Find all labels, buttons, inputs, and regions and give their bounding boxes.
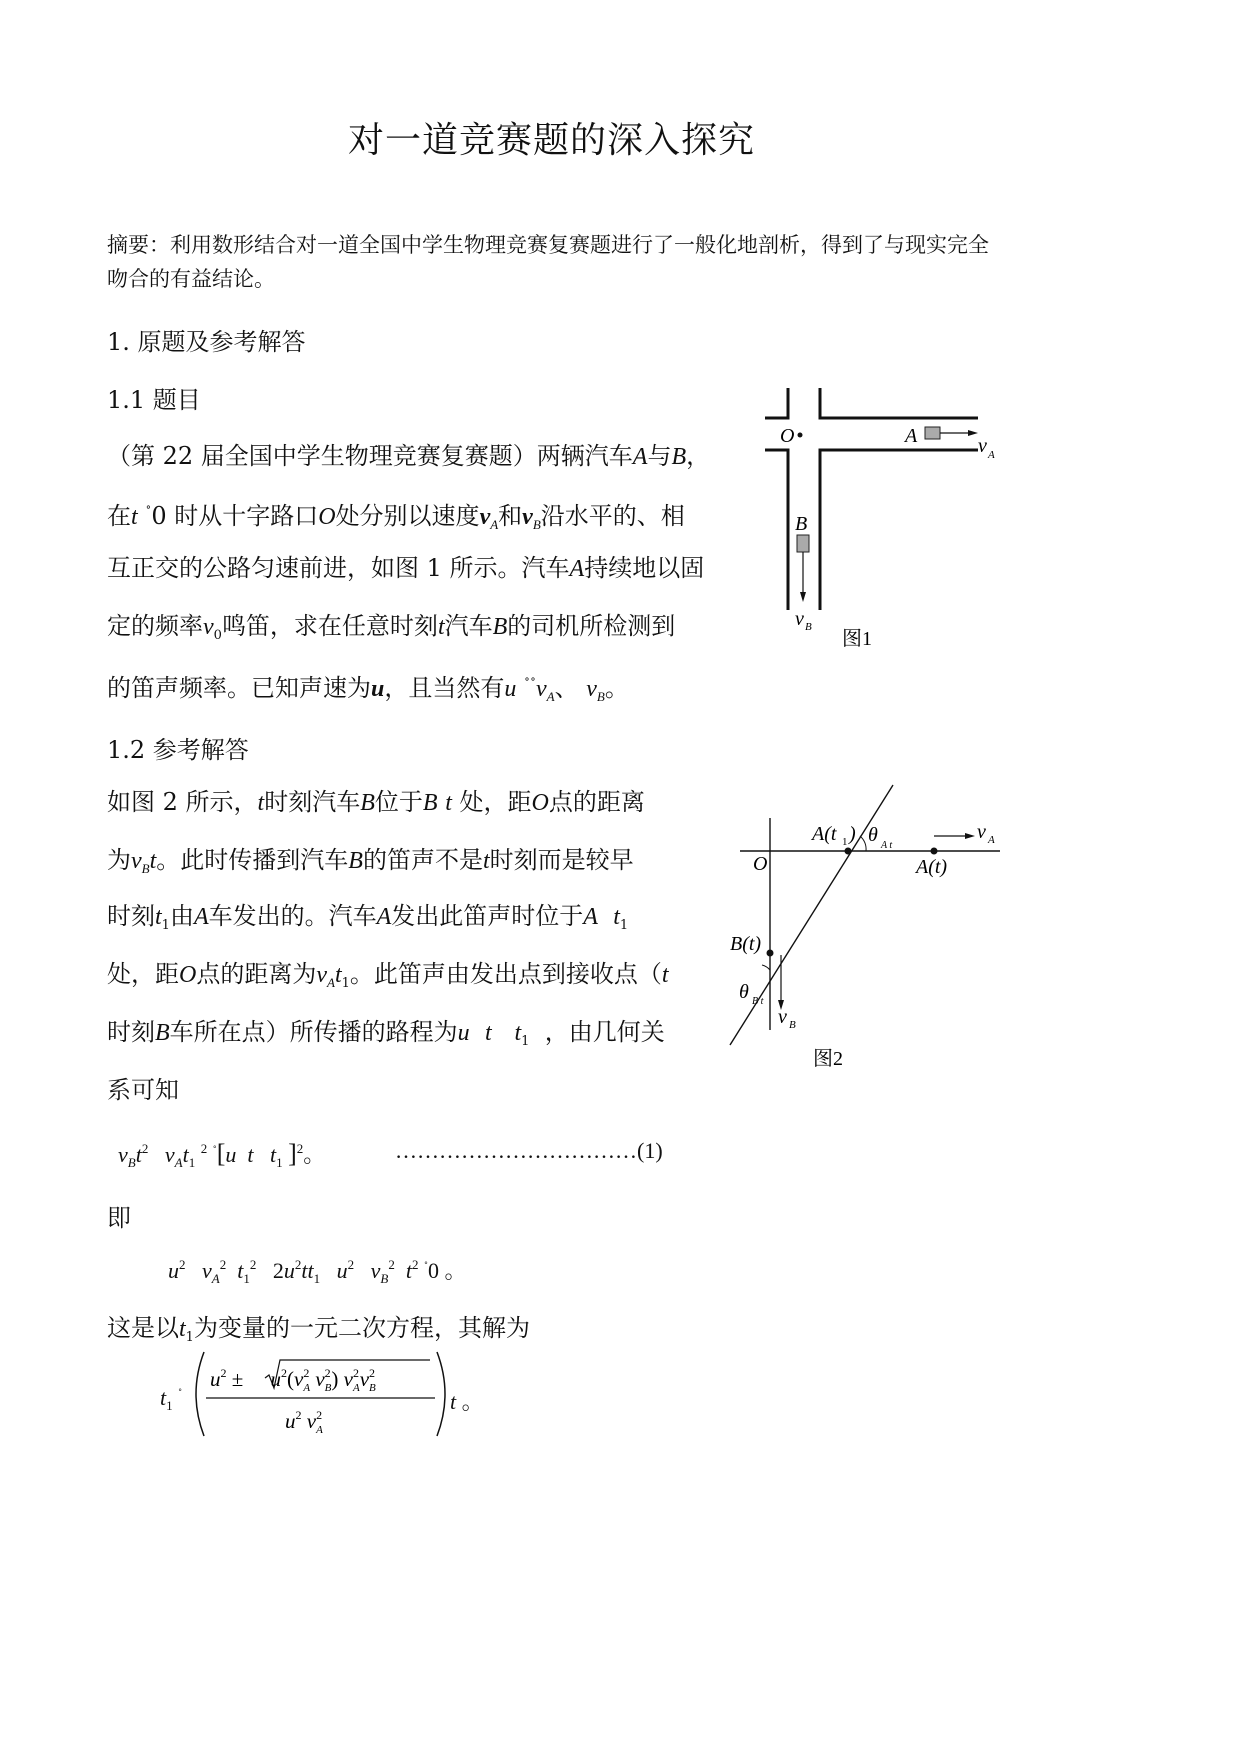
fig2-label-vB: v bbox=[778, 1006, 787, 1028]
label-vB: v bbox=[795, 608, 804, 630]
fig2-label-vA: v bbox=[977, 821, 986, 843]
numerator: $u^2 \pm u^2(v^2$ A $v^2$ B) $v^2$ Av$^2$ B bbox=[210, 1366, 376, 1394]
fig2-label-thetaB: θ bbox=[739, 981, 749, 1003]
road-edge-left bbox=[765, 450, 788, 610]
figure-1-caption: 图1 bbox=[842, 628, 872, 650]
figure-2-caption: 图2 bbox=[813, 1048, 843, 1070]
solution-line-6: 系可知 bbox=[107, 1076, 179, 1104]
section-heading-1: 1. 原题及参考解答 bbox=[107, 328, 306, 356]
point-Bt bbox=[767, 950, 774, 957]
road-edge-topleft bbox=[765, 388, 788, 418]
equation-3-fraction bbox=[190, 1348, 480, 1440]
label-vA: v bbox=[978, 435, 987, 457]
point-At bbox=[931, 848, 938, 855]
equation-3-lhs: $t_1$ ˚ bbox=[160, 1385, 183, 1413]
fig2-label-At1: A(t bbox=[812, 823, 837, 845]
denominator: $u^2$ $v^2$ A bbox=[285, 1408, 323, 1436]
fig2-label-vB-sub: B bbox=[789, 1019, 796, 1031]
fig2-label-Bt: B(t) bbox=[730, 933, 762, 955]
road-edge-topright bbox=[820, 388, 978, 418]
abstract: 摘要：利用数形结合对一道全国中学生物理竞赛复赛题进行了一般化地剖析，得到了与现实完全吻合的有益结论。 bbox=[107, 233, 989, 291]
car-b bbox=[797, 535, 809, 552]
solution-line-2: 为$v_Bt$。此时传播到汽车B的笛声不是t时刻而是较早 bbox=[107, 846, 634, 876]
ji-line: 即 bbox=[107, 1204, 131, 1232]
fig2-label-vA-sub: A bbox=[988, 834, 995, 846]
equation-1-tag: ……………………………(1) bbox=[395, 1138, 663, 1163]
angle-B-arc bbox=[762, 965, 770, 970]
figure-2 bbox=[730, 790, 1015, 1080]
label-B: B bbox=[795, 513, 808, 535]
solution-line-7: 这是以$t_1$为变量的一元二次方程，其解为 bbox=[107, 1314, 530, 1345]
label-vA-sub: A bbox=[988, 449, 995, 461]
road-edge-right bbox=[820, 450, 978, 610]
equation-2: $u^2$ $v_A^2$ $t_1^2$ $2u^2tt_1$ $u^2$ $v_B^2$ $t^2$ ˚0 。 bbox=[168, 1257, 467, 1286]
fig2-label-thetaB-sub: B t bbox=[752, 996, 764, 1007]
solution-line-4: 处，距O点的距离为$v_At_1$。此笛声由发出点到接收点（t bbox=[107, 960, 669, 991]
origin-dot bbox=[798, 433, 803, 438]
solution-line-3: 时刻$t_1$由A车发出的。汽车A发出此笛声时位于A $t_1$ bbox=[107, 902, 629, 933]
fig2-label-thetaA: θ bbox=[868, 824, 878, 846]
label-vB-sub: B bbox=[805, 621, 812, 633]
problem-line-3: 互正交的公路匀速前进，如图 1 所示。汽车A持续地以固 bbox=[107, 554, 705, 582]
equation-1: $v_Bt^2$ $v_At_1$ $^2$ ˚[u t $t_1$ ]$^2$。 bbox=[118, 1139, 326, 1170]
point-At1 bbox=[845, 848, 852, 855]
problem-line-4: 定的频率$v_0$鸣笛，求在任意时刻t汽车B的司机所检测到 bbox=[107, 612, 676, 643]
figure-1 bbox=[760, 380, 1020, 660]
car-a bbox=[925, 427, 940, 439]
fig2-label-O: O bbox=[753, 853, 768, 875]
solution-line-5: 时刻B车所在点）所传播的路程为u t $t_1$ ，由几何关 bbox=[107, 1018, 665, 1049]
solution-line-1: 如图 2 所示，t时刻汽车B位于B t 处，距O点的距离 bbox=[107, 788, 645, 816]
fig2-label-At1-close: ) bbox=[849, 823, 856, 845]
angle-A-arc bbox=[860, 836, 866, 851]
left-paren bbox=[196, 1352, 204, 1436]
problem-line-2: 在t ˚0 时从十字路口O处分别以速度$v_A$和$v_B$沿水平的、相 bbox=[107, 502, 685, 532]
fig2-label-thetaA-sub: A t bbox=[881, 840, 893, 851]
equation-3-rhs: t 。 bbox=[450, 1389, 484, 1414]
right-paren bbox=[437, 1352, 445, 1436]
label-A: A bbox=[905, 425, 918, 447]
fig2-label-At: A(t) bbox=[916, 856, 948, 878]
label-O: O bbox=[780, 425, 795, 447]
section-heading-1-2: 1.2 参考解答 bbox=[107, 736, 249, 764]
section-heading-1-1: 1.1 题目 bbox=[107, 386, 201, 414]
fig2-label-At1-sub: 1 bbox=[842, 836, 848, 848]
problem-line-5: 的笛声频率。已知声速为u，且当然有u $^{˚˚}v_A$、 $v_B$。 bbox=[107, 674, 629, 704]
problem-line-1: （第 22 届全国中学生物理竞赛复赛题）两辆汽车A与B， bbox=[107, 442, 711, 470]
paper-title: 对一道竞赛题的深入探究 bbox=[347, 120, 755, 161]
